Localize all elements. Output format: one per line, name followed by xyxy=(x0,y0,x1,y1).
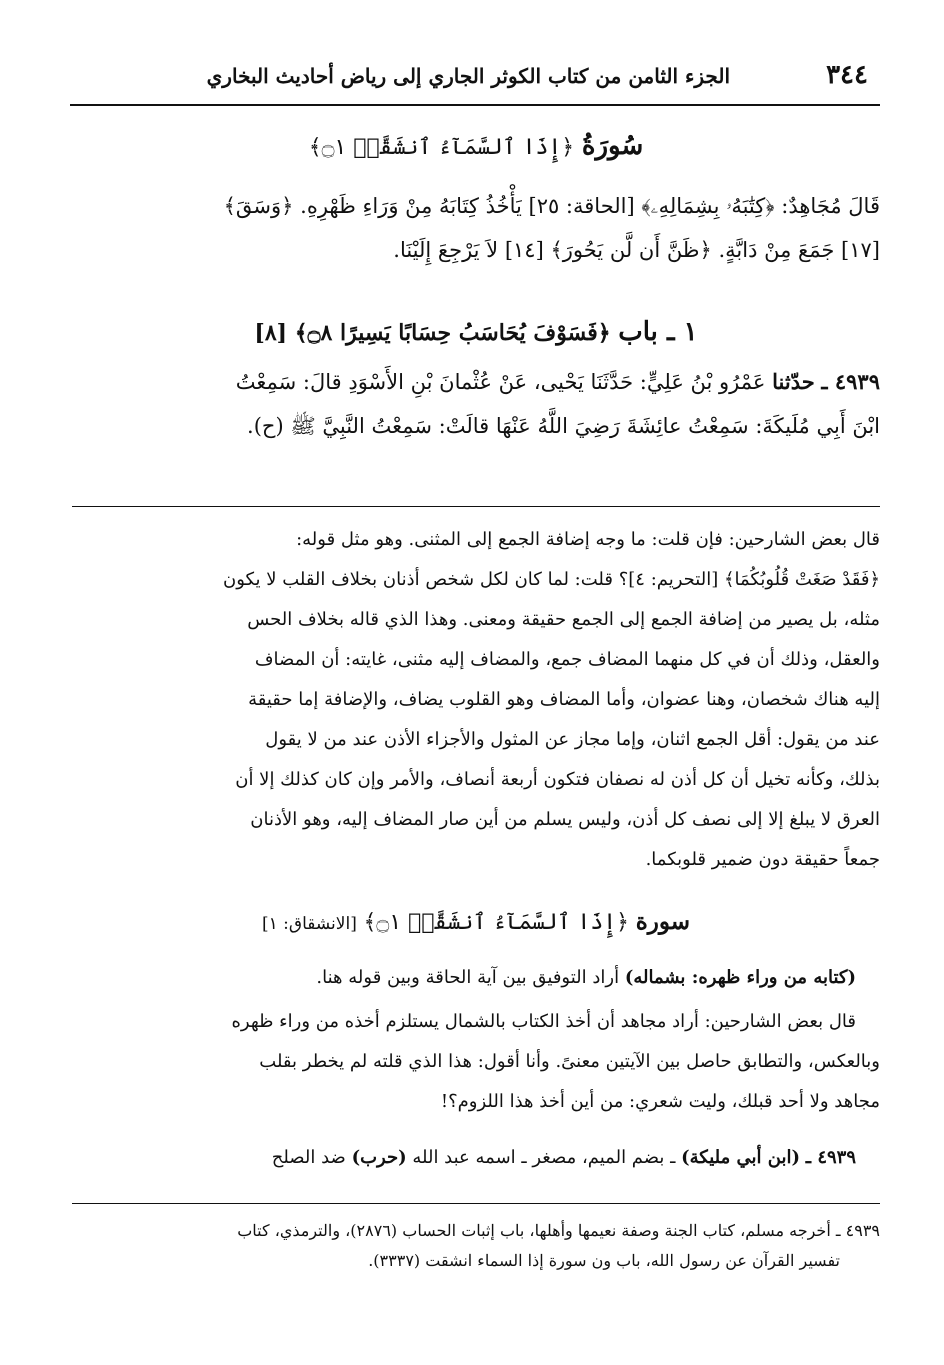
text-line: ﴿فَقَدْ صَغَتْ قُلُوبُكُمَا﴾ [التحريم: ٤]؟ قلت: لما كان لكل شخص أذنان بخلاف القلب لا يكون xyxy=(223,569,880,590)
note-number: ٤٩٣٩ ـ xyxy=(805,1147,856,1168)
commentary-2-paragraph xyxy=(72,1002,880,1122)
surah-heading xyxy=(72,118,880,176)
surah-verse-2: ﴿إِذَا ٱلسَّمَآءُ ٱنشَقَّتۡ ۝١﴾ xyxy=(363,910,629,935)
bab-heading xyxy=(72,304,880,361)
footnote xyxy=(72,1216,880,1276)
commentary-paragraph xyxy=(72,520,880,880)
hadith-line: عَمْرُو بْنُ عَلِيٍّ: حَدَّثَنَا يَحْيى، عَنْ عُثْمانَ بْنِ الأَسْوَدِ قالَ: سَمِعْتُ xyxy=(235,370,766,394)
hadith-line: ابْنَ أَبِي مُلَيكَةَ: سَمِعْتُ عائِشَةَ رَضِيَ اللَّهُ عَنْهَا قالَتْ: سَمِعْتُ النَّبِيَّ ﷺ (ح). xyxy=(247,414,880,438)
kitabuhu-quote: (كتابه من وراء ظهره: بشماله) xyxy=(624,967,856,988)
hadith-number: ٤٩٣٩ ـ xyxy=(821,369,880,394)
text-line: قال بعض الشارحين: فإن قلت: ما وجه إضافة الجمع إلى المثنى. وهو مثل قوله: xyxy=(296,529,880,550)
text-line: قَالَ مُجَاهِدٌ: ﴿كِتَٰبَهُۥ بِشِمَالِهِۦ﴾ [الحاقة: ٢٥] يَأْخُذُ كِتَابَهُ مِنْ وَرَاءِ ظَهْرِهِ. ﴿وَسَقَ﴾ xyxy=(223,194,880,218)
bab-label: ١ ـ باب xyxy=(618,317,698,347)
note-bold-1: (ابن أبي مليكة) xyxy=(681,1147,801,1168)
page-number: ٣٤٤ xyxy=(826,60,868,90)
hadith-lead: حدّثنا xyxy=(772,369,815,394)
hadith-text xyxy=(72,360,880,448)
note-mid: ـ بضم الميم، مصغر ـ اسمه عبد الله xyxy=(412,1147,676,1168)
surah-ref-2: [الانشقاق: ١] xyxy=(262,914,357,934)
text-line: والعقل، وذلك أن في كل منهما المضاف جمع، والمضاف إليه مثنى، غايته: أن المضاف xyxy=(254,649,880,670)
text-line: [١٧] جَمَعَ مِنْ دَابَّةٍ. ﴿ظَنَّ أَن لَّن يَحُورَ﴾ [١٤] لاَ يَرْجِعَ إِلَيْنَا. xyxy=(393,238,880,262)
footnote-rule xyxy=(72,1203,880,1204)
kitabuhu-rest: أراد التوفيق بين آية الحاقة وبين قوله هنا. xyxy=(316,967,620,988)
text-line: وبالعكس، والتطابق حاصل بين الآيتين معنىً. وأنا أقول: هذا الذي قلته لم يخطر بقلب xyxy=(259,1051,880,1072)
text-line xyxy=(72,1138,880,1178)
hadith-note xyxy=(72,1138,880,1178)
note-rest: ضد الصلح xyxy=(271,1147,346,1168)
surah-verse: ﴿إِذَا ٱلسَّمَآءُ ٱنشَقَّتۡ ۝١﴾ xyxy=(308,135,575,160)
text-line: مجاهد ولا أحد قبلك، وليت شعري: من أين أخذ هذا اللزوم؟! xyxy=(440,1091,880,1112)
note-bold-2: (حرب) xyxy=(351,1147,407,1168)
text-line xyxy=(72,360,880,404)
page-header xyxy=(70,58,880,102)
text-line: العرق لا يبلغ إلا إلى نصف كل أذن، وليس يسلم من أين صار المضاف إليه، وهو الأذنان xyxy=(250,809,880,830)
bab-verse: ﴿فَسَوْفَ يُحَاسَبُ حِسَابًا يَسِيرًا ۝٨﴾ [٨] xyxy=(254,320,611,346)
text-line: إليه هناك شخصان، وهنا عضوان، وأما المضاف وهو القلوب يضاف، والإضافة إما حقيقة xyxy=(248,689,880,710)
separator-rule xyxy=(72,506,880,507)
surah-word: سُورَةُ xyxy=(581,131,644,161)
footnote-line: تفسير القرآن عن رسول الله، باب ون سورة إذا السماء انشقت (٣٣٣٧). xyxy=(368,1251,840,1270)
text-line: عند من يقول: أقل الجمع اثنان، وإما مجاز عن المثول والأجزاء الأذن عند من لا يقول xyxy=(265,729,880,750)
running-title: الجزء الثامن من كتاب الكوثر الجاري إلى رياض أحاديث البخاري xyxy=(206,64,730,88)
mujahid-paragraph xyxy=(72,184,880,272)
header-rule xyxy=(70,104,880,106)
text-line: مثله، بل يصير من إضافة الجمع إلى الجمع حقيقة ومعنى. وهذا الذي قاله بخلاف الحس xyxy=(247,609,880,630)
footnote-line: ٤٩٣٩ ـ أخرجه مسلم، كتاب الجنة وصفة نعيمها وأهلها، باب إثبات الحساب (٢٨٧٦)، والترمذي، كتاب xyxy=(237,1221,880,1240)
text-line: بذلك، وكأنه تخيل أن كل أذن له نصفان فتكون أربعة أنصاف، والأمر وإن كان كذلك إلا أن xyxy=(235,769,880,790)
text-line: قال بعض الشارحين: أراد مجاهد أن أخذ الكتاب بالشمال يستلزم أخذه من وراء ظهره xyxy=(231,1011,856,1032)
text-line xyxy=(72,958,880,998)
surah-word-2: سورة xyxy=(635,908,690,935)
surah-heading-2 xyxy=(72,896,880,950)
kitabuhu-line xyxy=(72,958,880,998)
text-line: جمعاً حقيقة دون ضمير قلوبكما. xyxy=(645,849,880,870)
